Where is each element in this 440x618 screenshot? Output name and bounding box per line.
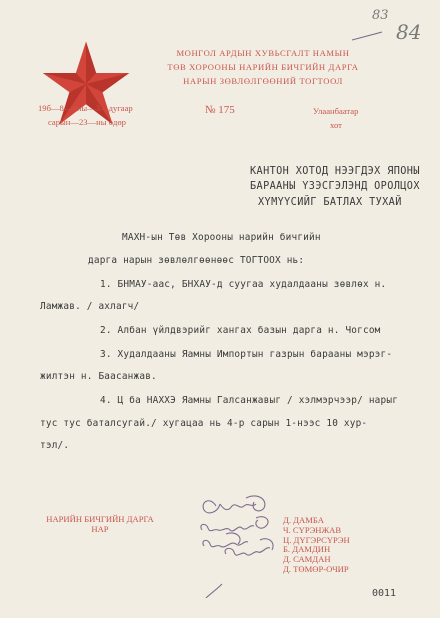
item-1-line-2: Ламжав. / ахлагч/ <box>40 301 140 312</box>
item-3-line-1: 3. Худалдааны Яамны Импортын газрын барааны мэрэг- <box>100 349 393 360</box>
date-line-1: 19б—8—оны—3—дугаар <box>38 103 133 113</box>
letterhead-line-1: МОНГОЛ АРДЫН ХУВЬСГАЛТ НАМЫН <box>176 48 350 58</box>
item-1-line-1: 1. БНМАУ-аас, БНХАУ-д суугаа худалдааны зөвлөх н. <box>100 279 387 290</box>
signature-title-line-2: НАР <box>91 524 109 534</box>
signatory-name: Д. ДАМБА <box>283 515 324 525</box>
archive-mark-bottom: 84 <box>396 20 422 44</box>
date-line-2: сарын—23—ны өдөр <box>48 117 126 127</box>
document-number: № 175 <box>205 104 235 116</box>
body-intro-line-2: дарга нарын зөвлөлгөөнөөс ТОГТООХ нь: <box>88 255 305 266</box>
signatory-name: Ц. ДҮГЭРСҮРЭН <box>283 534 350 545</box>
page-number: 0011 <box>372 588 397 599</box>
handwritten-signatures <box>196 494 286 598</box>
signatory-name: Ч. СҮРЭНЖАВ <box>283 524 342 535</box>
title-line-1: КАНТОН ХОТОД НЭЭГДЭХ ЯПОНЫ <box>250 166 420 177</box>
place-line-2: хот <box>330 120 342 130</box>
body-intro-line-1: МАХН-ын Төв Хорооны нарийн бичгийн <box>122 232 321 243</box>
signatory-list <box>283 516 350 575</box>
signature-title-line-1: НАРИЙН БИЧГИЙН ДАРГА <box>46 514 154 524</box>
item-4-line-1: 4. Ц ба НАХХЭ Яамны Галсанжавыг / хэлмэрчээр/ нарыг <box>100 395 399 406</box>
archive-mark-top: 83 <box>372 8 389 23</box>
signatory-name: Д. ТӨМӨР-ОЧИР <box>283 563 349 574</box>
place-line-1: Улаанбаатар <box>313 106 359 116</box>
item-4-line-3: тэл/. <box>40 440 70 451</box>
signatory-name: Б. ДАМДИН <box>283 544 331 555</box>
title-line-2: БАРААНЫ ҮЗЭСГЭЛЭНД ОРОЛЦОХ <box>250 181 420 192</box>
letterhead-line-2: ТӨВ ХОРООНЫ НАРИЙН БИЧГИЙН ДАРГА <box>167 62 359 72</box>
item-3-line-2: жилтэн н. Баасанжав. <box>40 371 157 382</box>
title-line-3: ХҮМҮҮСИЙГ БАТЛАХ ТУХАЙ <box>258 197 402 208</box>
letterhead-line-3: НАРЫН ЗӨВЛӨЛГӨӨНИЙ ТОГТООЛ <box>183 76 343 86</box>
item-2: 2. Албан үйлдвэрийг хангах базын дарга н. Чогсом <box>100 325 381 336</box>
item-4-line-2: тус тус баталсугай./ хугацаа нь 4-р сарын 1-нээс 10 хур- <box>40 418 368 429</box>
signatory-name: Д. САМДАН <box>283 554 331 565</box>
